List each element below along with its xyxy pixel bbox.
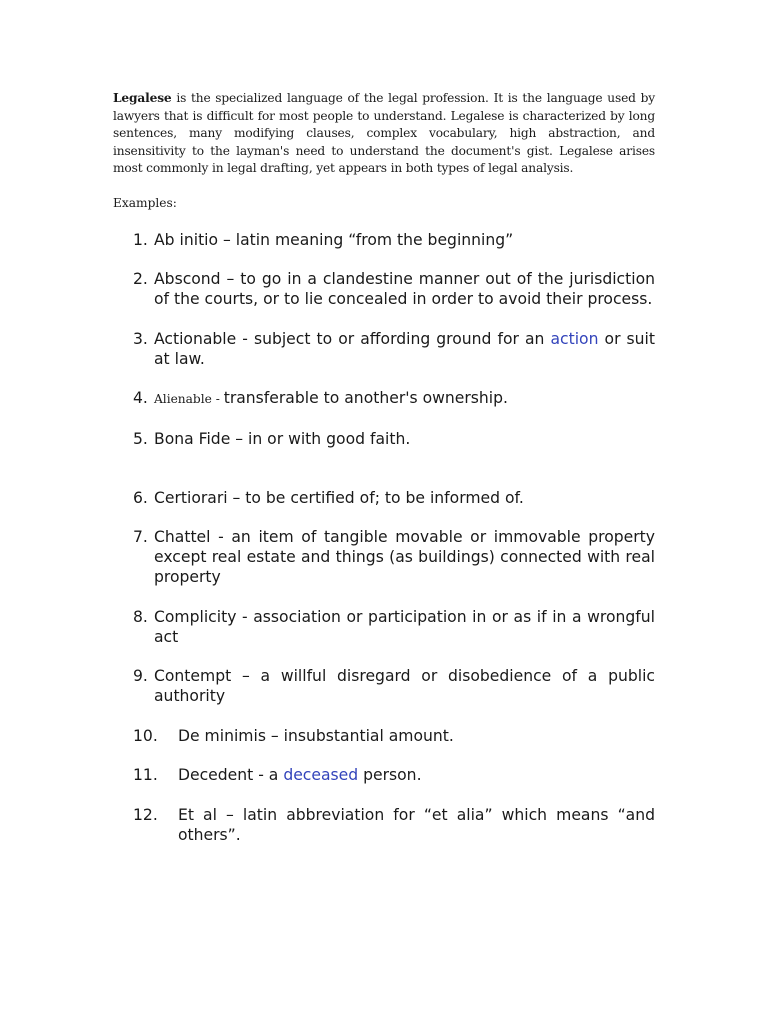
list-item-term: Alienable - — [154, 392, 224, 406]
list-item-text: Bona Fide – in or with good faith. — [154, 429, 411, 448]
list-item-text — [154, 329, 655, 369]
list-item-text: Et al – latin abbreviation for “et alia” which means “and others”. — [178, 805, 655, 844]
intro-paragraph — [113, 90, 655, 178]
examples-list — [113, 230, 655, 845]
list-item-number: 6. — [133, 488, 148, 507]
action-link[interactable]: action — [550, 329, 599, 348]
document-page — [113, 90, 655, 864]
list-item-text: De minimis – insubstantial amount. — [178, 726, 454, 745]
list-item-text: Chattel - an item of tangible movable or immovable property except real estate and things (as buildings) connected with real property — [154, 528, 655, 586]
intro-term: Legalese — [113, 91, 172, 105]
list-item-number: 5. — [133, 429, 148, 448]
deceased-link[interactable]: deceased — [283, 766, 359, 784]
list-item — [113, 388, 655, 409]
list-item-text: Ab initio – latin meaning “from the beginning” — [154, 230, 514, 249]
list-item-number: 7. — [133, 528, 148, 546]
list-item-text-after: or suit at law. — [154, 329, 655, 368]
list-item — [113, 607, 655, 647]
list-item-number: 11. — [133, 766, 158, 784]
list-item — [113, 805, 655, 845]
list-item — [113, 488, 655, 508]
list-item — [113, 666, 655, 706]
list-item-number: 4. — [133, 389, 148, 407]
list-item-text — [178, 765, 655, 785]
list-item-number: 3. — [133, 329, 148, 348]
list-item-text-before: Decedent - a — [178, 766, 284, 784]
list-item-text: Contempt – a willful disregard or disobedience of a public authority — [154, 667, 655, 705]
list-item — [113, 269, 655, 309]
list-item-number: 8. — [133, 607, 148, 626]
list-item-number: 12. — [133, 805, 158, 824]
list-item-number: 9. — [133, 667, 148, 685]
list-item-number: 1. — [133, 230, 148, 249]
list-item-text: Complicity - association or participation in or as if in a wrongful act — [154, 607, 655, 646]
examples-label: Examples: — [113, 195, 177, 210]
list-item — [113, 726, 655, 746]
list-item-number: 2. — [133, 270, 148, 288]
list-item-text — [154, 388, 655, 409]
list-item — [113, 429, 655, 449]
list-item — [113, 765, 655, 785]
list-item-text-after: person. — [358, 766, 422, 784]
list-item-text-before: Actionable - subject to or affording ground for an — [154, 329, 551, 348]
list-item — [113, 527, 655, 587]
list-item-number: 10. — [133, 726, 158, 745]
list-item — [113, 230, 655, 250]
list-item-definition: transferable to another's ownership. — [223, 389, 508, 407]
intro-text: is the specialized language of the legal profession. It is the language used by lawyers that is difficult for most people to understand. Legalese is characterized by long sentences, many modifying clauses, complex vocabulary, high abstraction, and insensitivity to the layman's need to understand the document's gist. Legalese arises most commonly in legal drafting, yet appears in both types of legal analysis. — [113, 91, 655, 175]
list-item-text: Certiorari – to be certified of; to be informed of. — [154, 488, 524, 507]
list-item-text: Abscond – to go in a clandestine manner out of the jurisdiction of the courts, or to lie concealed in order to avoid their process. — [154, 270, 655, 308]
list-item — [113, 329, 655, 369]
